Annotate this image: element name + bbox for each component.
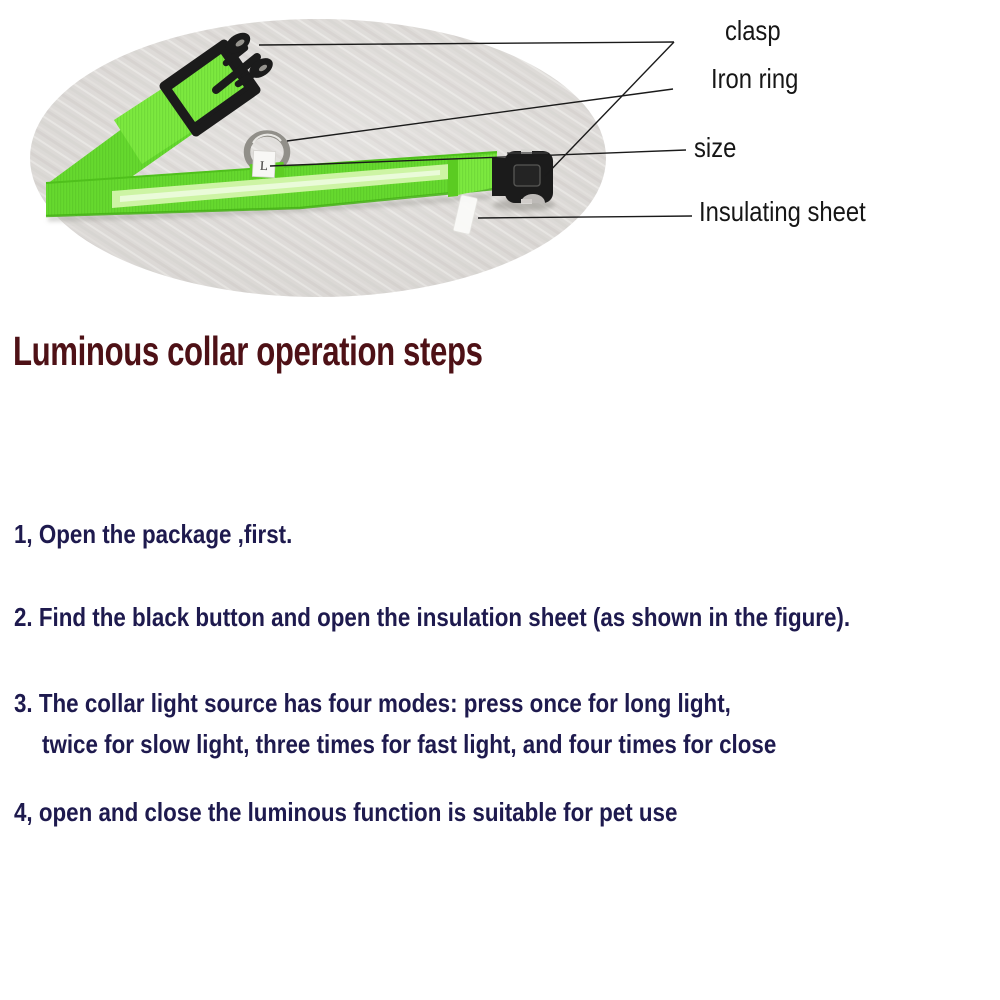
step-1: 1, Open the package ,first. bbox=[14, 519, 293, 549]
buckle-button bbox=[514, 165, 540, 186]
collar-illustration bbox=[0, 0, 1000, 330]
label-clasp: clasp bbox=[725, 15, 781, 46]
label-iron-ring: Iron ring bbox=[711, 63, 799, 94]
collar-photo bbox=[0, 0, 1000, 330]
page-title: Luminous collar operation steps bbox=[13, 328, 483, 374]
step-4: 4, open and close the luminous function is suitable for pet use bbox=[14, 797, 678, 827]
size-tag bbox=[252, 150, 275, 177]
step-3-line-2: twice for slow light, three times for fast light, and four times for close bbox=[42, 729, 777, 759]
step-3-line-1: 3. The collar light source has four modes: press once for long light, bbox=[14, 688, 731, 718]
size-tag-letter: L bbox=[259, 157, 269, 174]
label-size: size bbox=[694, 132, 737, 163]
label-insulating-sheet: Insulating sheet bbox=[699, 196, 866, 227]
step-2: 2. Find the black button and open the insulation sheet (as shown in the figure). bbox=[14, 602, 851, 632]
